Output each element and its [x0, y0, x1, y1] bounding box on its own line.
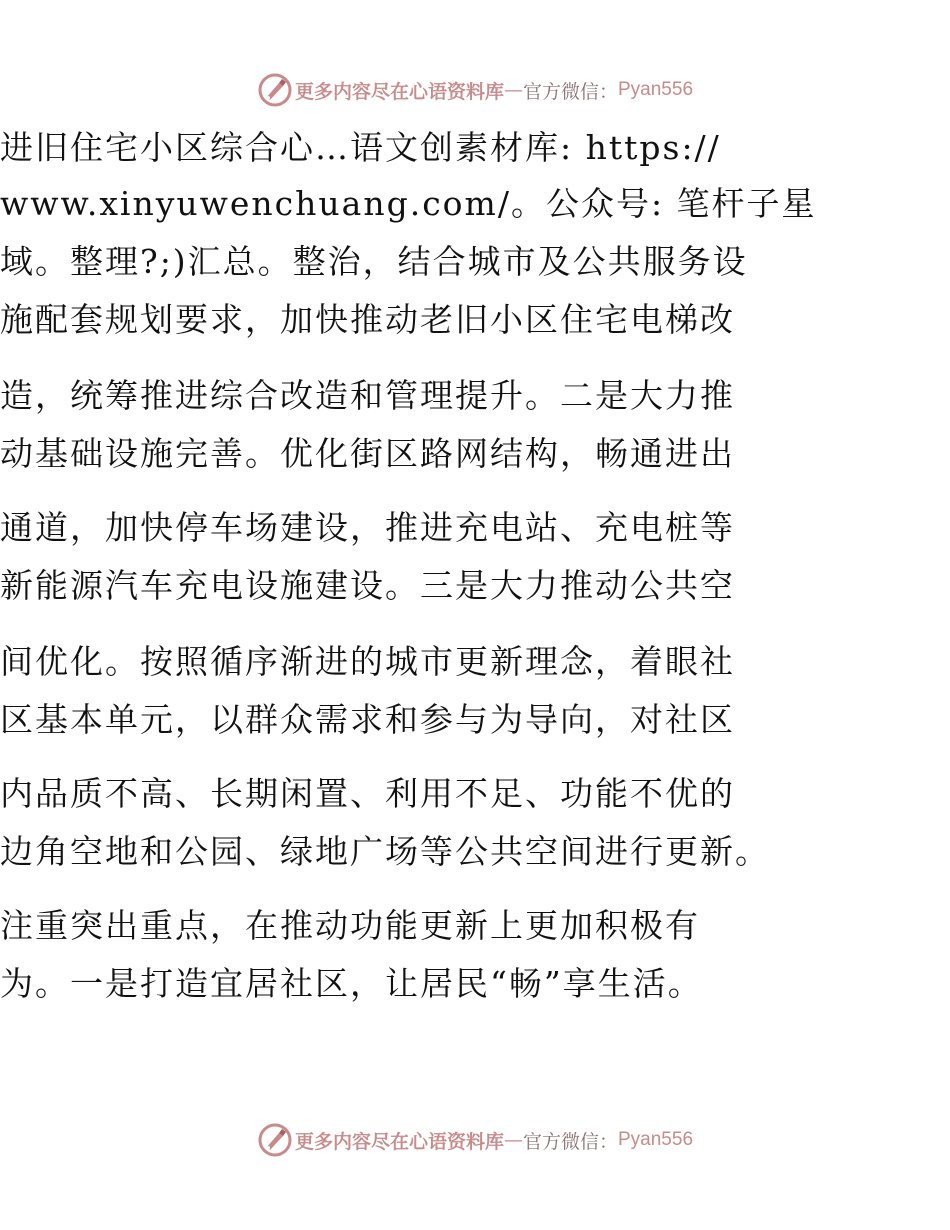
watermark-contact-id: Pyan556 — [618, 79, 694, 100]
text-line: 边角空地和公园、绿地广场等公共空间进行更新。 — [0, 832, 770, 871]
text-line: 施配套规划要求，加快推动老旧小区住宅电梯改 — [0, 300, 735, 339]
text-line: 间优化。按照循序渐进的城市更新理念，着眼社 — [0, 642, 735, 681]
text-line: 注重突出重点，在推动功能更新上更加积极有 — [0, 906, 700, 945]
pen-logo-icon — [257, 1122, 293, 1158]
text-line: 通道，加快停车场建设，推进充电站、充电桩等 — [0, 508, 735, 547]
watermark-contact-label: 官方微信： — [522, 1130, 618, 1153]
footer-watermark-inner — [257, 1122, 693, 1158]
text-line: 进旧住宅小区综合心…语文创素材库: https:// — [0, 128, 721, 167]
pen-logo-icon — [257, 72, 293, 108]
text-line: 域。整理?;)汇总。整治，结合城市及公共服务设 — [0, 242, 748, 281]
watermark-dash: — — [503, 79, 523, 101]
text-line: 为。一是打造宜居社区，让居民“畅”享生活。 — [0, 964, 703, 1003]
text-line: 造，统筹推进综合改造和管理提升。二是大力推 — [0, 376, 735, 415]
watermark-main-text: 更多内容尽在心语资料库 — [294, 1130, 504, 1153]
header-watermark — [0, 70, 950, 110]
watermark-contact-id: Pyan556 — [618, 1129, 694, 1150]
text-line: 区基本单元，以群众需求和参与为导向，对社区 — [0, 700, 735, 739]
watermark-main-text: 更多内容尽在心语资料库 — [294, 80, 504, 103]
watermark-contact-label: 官方微信： — [522, 80, 618, 103]
header-watermark-inner — [257, 72, 693, 108]
text-line: www.xinyuwenchuang.com/。公众号: 笔杆子星 — [0, 184, 817, 223]
text-line: 动基础设施完善。优化街区路网结构，畅通进出 — [0, 434, 735, 473]
footer-watermark — [0, 1120, 950, 1160]
text-line: 内品质不高、长期闲置、利用不足、功能不优的 — [0, 774, 735, 813]
watermark-dash: — — [503, 1129, 523, 1151]
text-line: 新能源汽车充电设施建设。三是大力推动公共空 — [0, 566, 735, 605]
